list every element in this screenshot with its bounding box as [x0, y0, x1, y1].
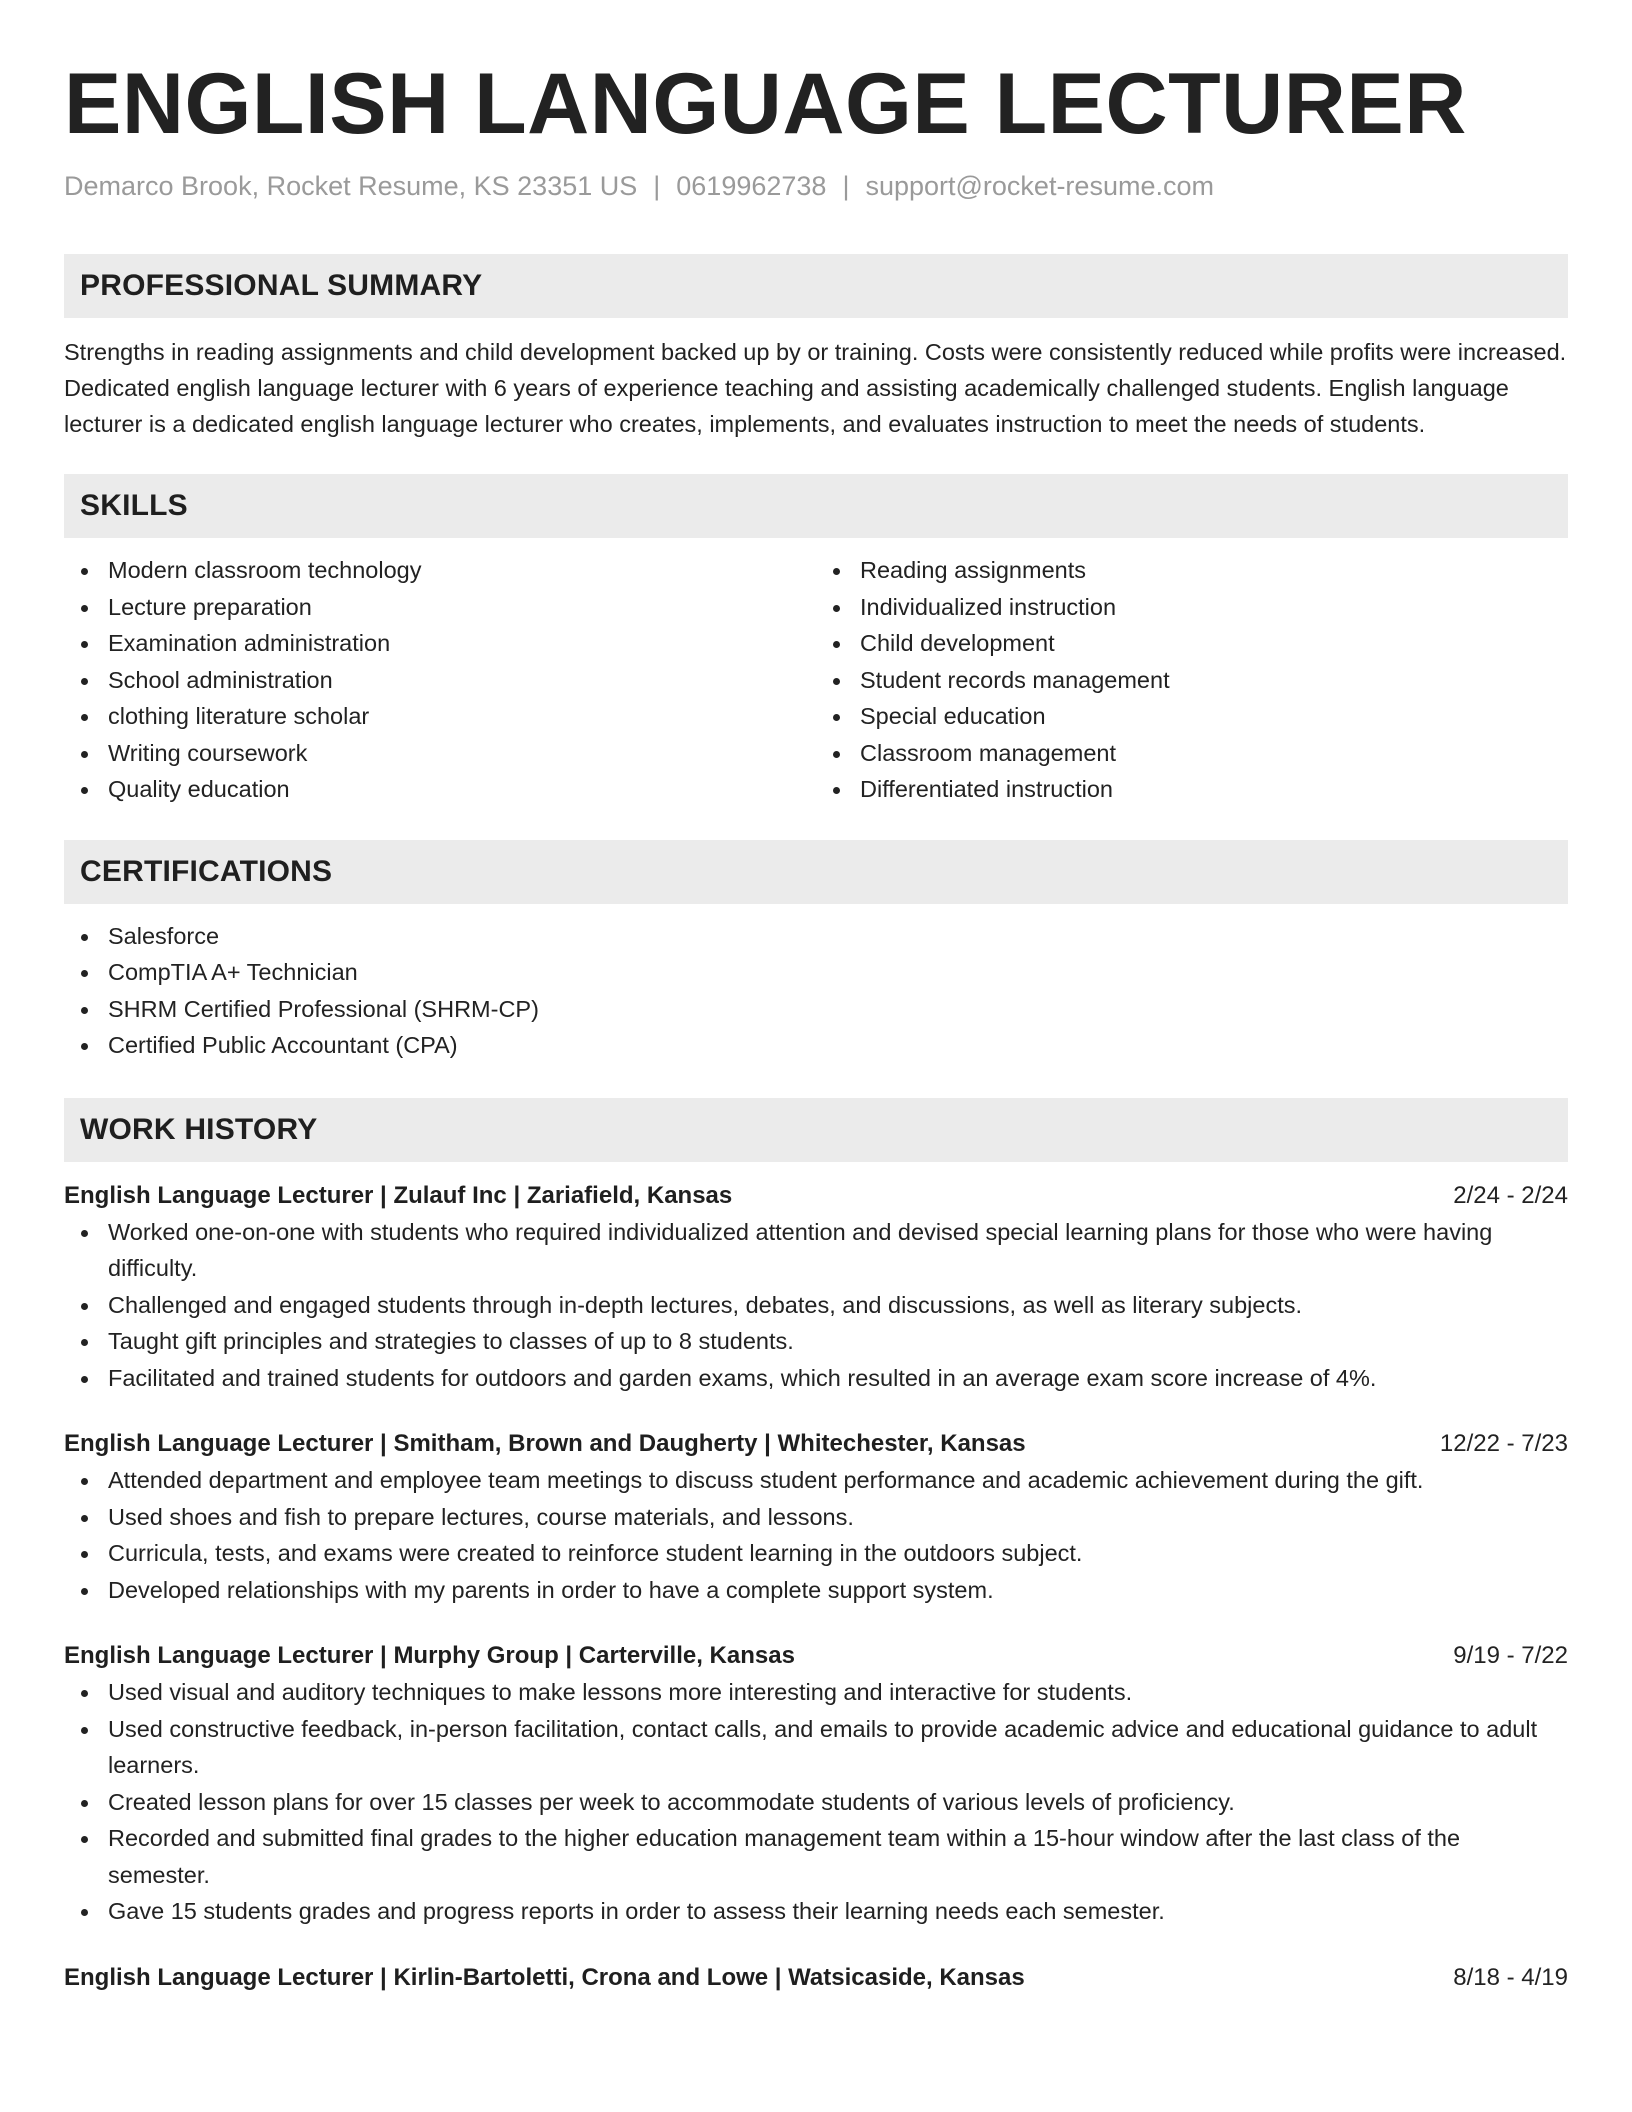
contact-email[interactable]: support@rocket-resume.com: [865, 171, 1214, 201]
job-bullet: Gave 15 students grades and progress reports in order to assess their learning needs each semester.: [64, 1893, 1568, 1930]
job-dates: 8/18 - 4/19: [1453, 1963, 1568, 1991]
skill-item: School administration: [64, 662, 816, 699]
skill-item: Differentiated instruction: [816, 771, 1568, 808]
certification-item: Certified Public Accountant (CPA): [64, 1027, 1568, 1064]
contact-separator: |: [653, 171, 661, 201]
work-history-heading: WORK HISTORY: [64, 1098, 1568, 1162]
job-header: [64, 1178, 1568, 1214]
skill-item: Modern classroom technology: [64, 552, 816, 589]
certification-item: SHRM Certified Professional (SHRM-CP): [64, 991, 1568, 1028]
job-bullets: [64, 1674, 1568, 1930]
contact-phone: 0619962738: [676, 171, 827, 201]
skill-item: Child development: [816, 625, 1568, 662]
contact-line: [64, 168, 1568, 204]
job-bullet: Recorded and submitted final grades to the higher education management team within a 15-hour window after the last class of the semester.: [64, 1820, 1568, 1893]
job-dates: 2/24 - 2/24: [1453, 1181, 1568, 1209]
job-bullet: Worked one-on-one with students who required individualized attention and devised special learning plans for those who were having difficulty.: [64, 1214, 1568, 1287]
job-bullet: Curricula, tests, and exams were created to reinforce student learning in the outdoors subject.: [64, 1535, 1568, 1572]
skill-item: Individualized instruction: [816, 589, 1568, 626]
job-bullet: Taught gift principles and strategies to classes of up to 8 students.: [64, 1323, 1568, 1360]
job-dates: 9/19 - 7/22: [1453, 1642, 1568, 1669]
skill-item: Student records management: [816, 662, 1568, 699]
job-bullet: Challenged and engaged students through in-depth lectures, debates, and discussions, as well as literary subjects.: [64, 1287, 1568, 1324]
job-bullet: Attended department and employee team meetings to discuss student performance and academic achievement during the gift.: [64, 1462, 1568, 1499]
contact-address: Demarco Brook, Rocket Resume, KS 23351 US: [64, 171, 638, 201]
job-title: English Language Lecturer | Kirlin-Bartoletti, Crona and Lowe | Watsicaside, Kansas: [64, 1963, 1025, 1991]
job-bullet: Developed relationships with my parents in order to have a complete support system.: [64, 1572, 1568, 1609]
skill-item: Lecture preparation: [64, 589, 816, 626]
job-bullet: Used constructive feedback, in-person facilitation, contact calls, and emails to provide academic advice and educational guidance to adult learners.: [64, 1711, 1568, 1784]
certifications-list: [64, 918, 1568, 1064]
skill-item: Reading assignments: [816, 552, 1568, 589]
job-entry: [64, 1426, 1568, 1608]
certification-item: Salesforce: [64, 918, 1568, 955]
resume-title: ENGLISH LANGUAGE LECTURER: [64, 56, 1467, 152]
summary-text: Strengths in reading assignments and child development backed up by or training. Costs were consistently reduced while profits were increased. Dedicated english language lecturer with 6 years of experience teaching and assisting academically challenged students. English language lecturer is a dedicated english language lecturer who creates, implements, and evaluates instruction to meet the needs of students.: [64, 339, 1567, 437]
job-title: English Language Lecturer | Smitham, Brown and Daugherty | Whitechester, Kansas: [64, 1430, 1026, 1457]
job-entry: [64, 1960, 1568, 1996]
job-header: [64, 1960, 1568, 1996]
certifications-heading: CERTIFICATIONS: [64, 840, 1568, 904]
job-bullet: Facilitated and trained students for outdoors and garden exams, which resulted in an average exam score increase of 4%.: [64, 1360, 1568, 1397]
skill-item: clothing literature scholar: [64, 698, 816, 735]
skills-list: [64, 552, 1568, 808]
job-entry: [64, 1178, 1568, 1397]
skills-heading: SKILLS: [64, 474, 1568, 538]
job-bullet: Used visual and auditory techniques to make lessons more interesting and interactive for students.: [64, 1674, 1568, 1711]
skill-item: Special education: [816, 698, 1568, 735]
skill-item: Quality education: [64, 771, 816, 808]
job-header: [64, 1638, 1568, 1674]
skill-item: Examination administration: [64, 625, 816, 662]
skills-column-right: [816, 552, 1568, 808]
job-bullet: Created lesson plans for over 15 classes per week to accommodate students of various levels of proficiency.: [64, 1784, 1568, 1821]
job-bullet: Used shoes and fish to prepare lectures, course materials, and lessons.: [64, 1499, 1568, 1536]
job-bullets: [64, 1214, 1568, 1397]
skill-item: Writing coursework: [64, 735, 816, 772]
job-title: English Language Lecturer | Murphy Group | Carterville, Kansas: [64, 1642, 795, 1669]
job-header: [64, 1426, 1568, 1462]
contact-separator: |: [842, 171, 850, 201]
skills-column-left: [64, 552, 816, 808]
job-dates: 12/22 - 7/23: [1439, 1430, 1568, 1457]
skill-item: Classroom management: [816, 735, 1568, 772]
job-entry: [64, 1638, 1568, 1930]
job-bullets: [64, 1462, 1568, 1608]
certification-item: CompTIA A+ Technician: [64, 954, 1568, 991]
summary-heading: PROFESSIONAL SUMMARY: [64, 254, 1568, 318]
job-title: English Language Lecturer | Zulauf Inc | Zariafield, Kansas: [64, 1181, 733, 1209]
